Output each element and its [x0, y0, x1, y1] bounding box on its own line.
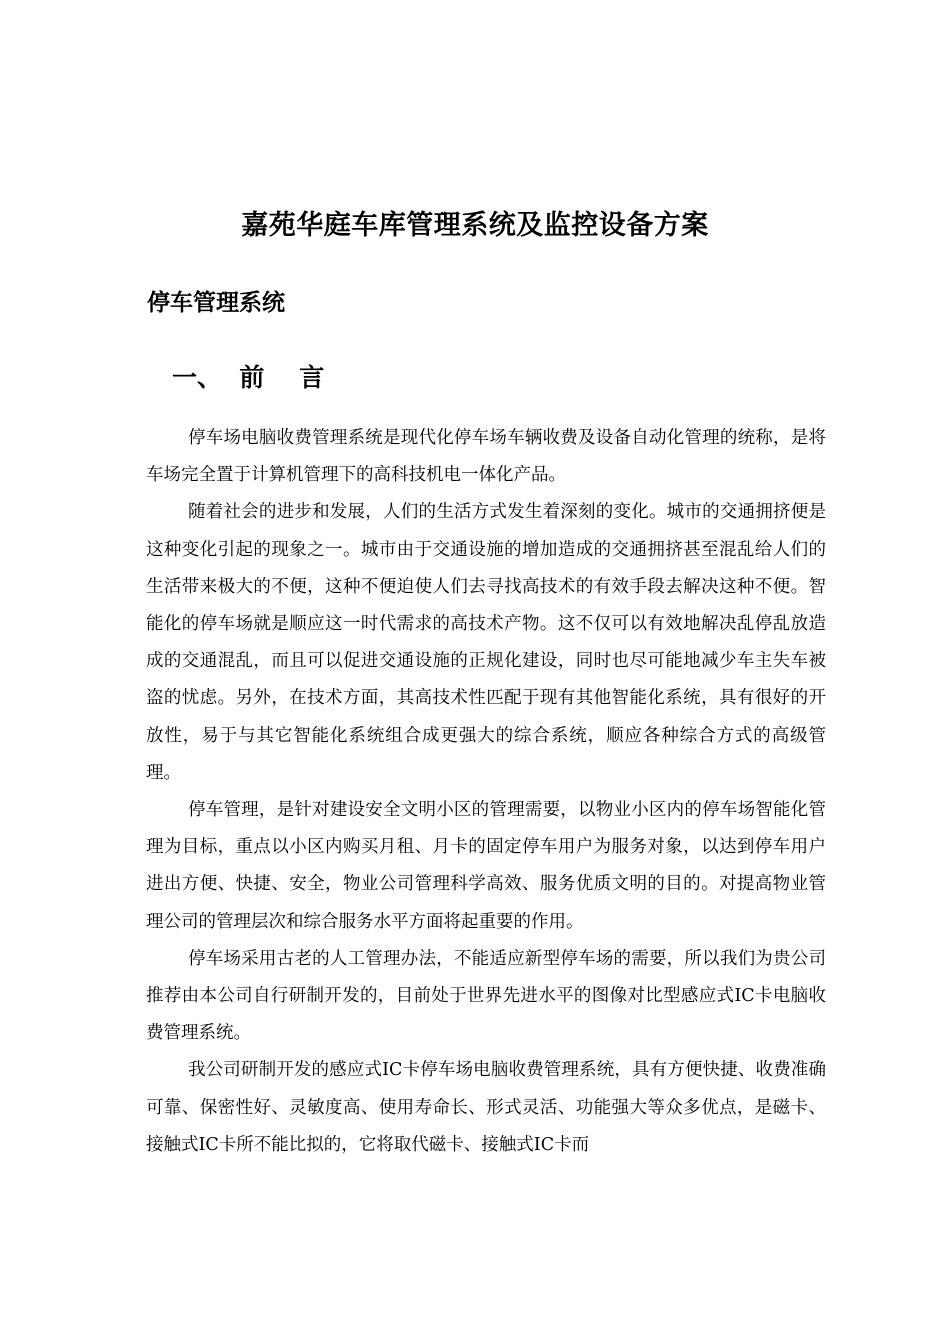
paragraph: 停车场采用古老的人工管理办法，不能适应新型停车场的需要，所以我们为贵公司推荐由本公司自行研制开发的，目前处于世界先进水平的图像对比型感应式IC卡电脑收费管理系统。	[146, 948, 826, 1044]
document-title: 嘉苑华庭车库管理系统及监控设备方案	[241, 210, 709, 241]
paragraph: 我公司研制开发的感应式IC卡停车场电脑收费管理系统，具有方便快捷、收费准确可靠、保密性好、灵敏度高、使用寿命长、形式灵活、功能强大等众多优点，是磁卡、接触式IC卡所不能比拟的，它将取代磁卡、接触式IC卡而	[146, 1060, 826, 1155]
document-body	[146, 420, 826, 1164]
paragraph: 停车场电脑收费管理系统是现代化停车场车辆收费及设备自动化管理的统称，是将车场完全置于计算机管理下的高科技机电一体化产品。	[146, 428, 826, 486]
section-heading: 停车管理系统	[147, 290, 285, 316]
paragraph: 随着社会的进步和发展，人们的生活方式发生着深刻的变化。城市的交通拥挤便是这种变化引起的现象之一。城市由于交通设施的增加造成的交通拥挤甚至混乱给人们的生活带来极大的不便，这种不便迫使人们去寻找高技术的有效手段去解决这种不便。智能化的停车场就是顺应这一时代需求的高技术产物。这不仅可以有效地解决乱停乱放造成的交通混乱，而且可以促进交通设施的正规化建设，同时也尽可能地减少车主失车被盗的忧虑。另外，在技术方面，其高技术性匹配于现有其他智能化系统，具有很好的开放性，易于与其它智能化系统组合成更强大的综合系统，顺应各种综合方式的高级管理。	[146, 502, 826, 783]
subsection-heading: 一、 前 言	[172, 363, 325, 392]
paragraph: 停车管理，是针对建设安全文明小区的管理需要，以物业小区内的停车场智能化管理为目标，重点以小区内购买月租、月卡的固定停车用户为服务对象，以达到停车用户进出方便、快捷、安全，物业公司管理科学高效、服务优质文明的目的。对提高物业管理公司的管理层次和综合服务水平方面将起重要的作用。	[146, 800, 826, 932]
